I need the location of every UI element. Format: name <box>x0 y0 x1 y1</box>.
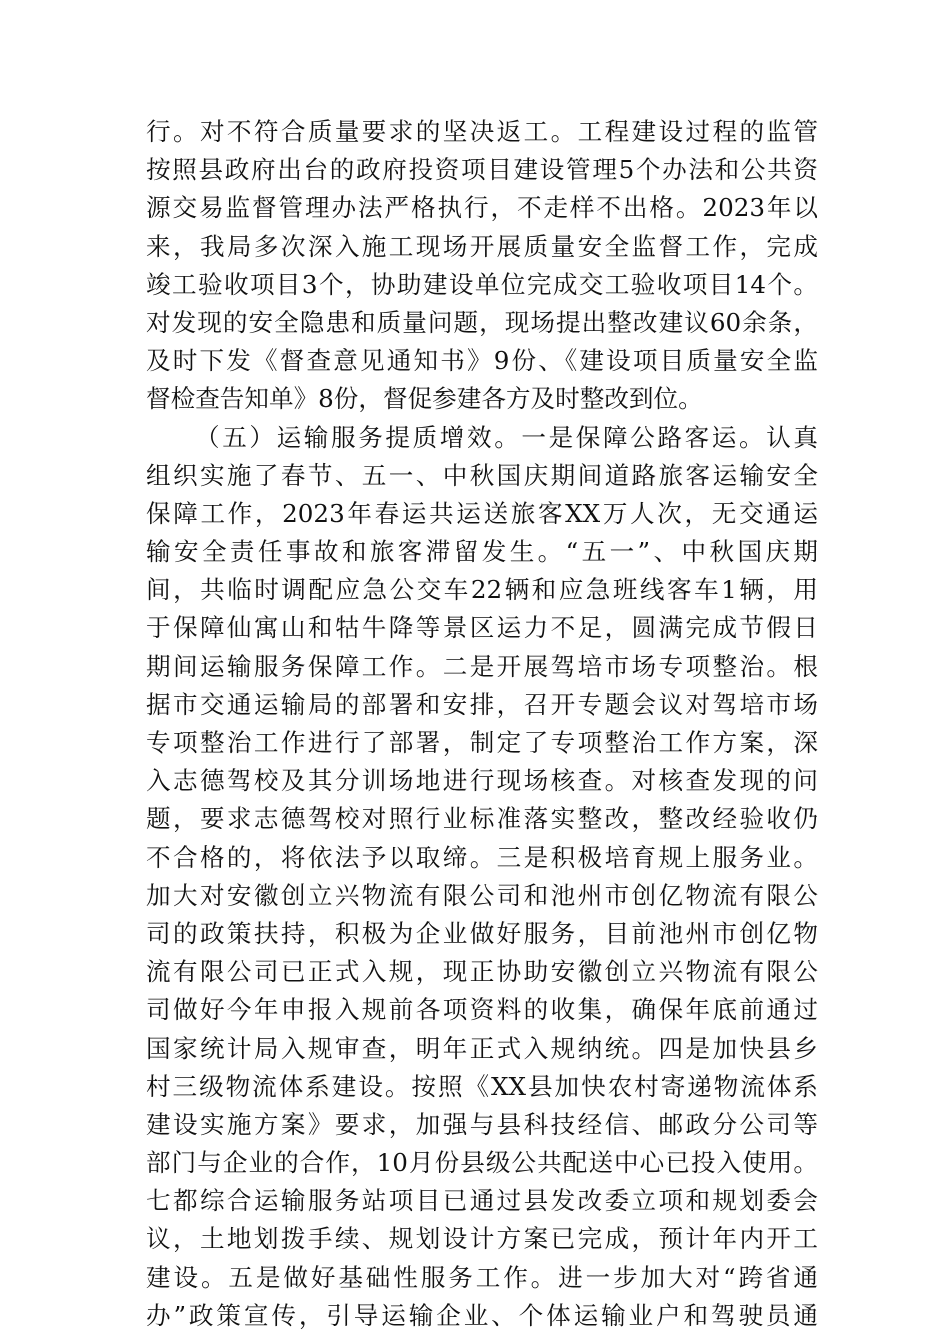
text-line-31: 建设。五是做好基础性服务工作。进一步加大对“跨省通 <box>146 1262 818 1292</box>
text-line-28: 部门与企业的合作，10月份县级公共配送中心已投入使用。 <box>146 1148 818 1178</box>
text-line-12: 输安全责任事故和旅客滞留发生。“五一”、中秋国庆期 <box>146 537 818 567</box>
text-line-24: 司做好今年申报入规前各项资料的收集，确保年底前通过 <box>146 995 818 1025</box>
text-line-4: 来，我局多次深入施工现场开展质量安全监督工作，完成 <box>146 231 818 261</box>
text-line-3: 源交易监督管理办法严格执行，不走样不出格。2023年以 <box>146 193 818 223</box>
text-line-15: 期间运输服务保障工作。二是开展驾培市场专项整治。根 <box>146 651 818 681</box>
document-body <box>146 113 818 1335</box>
section-heading-line: （五）运输服务提质增效。一是保障公路客运。认真 <box>195 422 818 452</box>
text-line-11: 保障工作，2023年春运共运送旅客XX万人次，无交通运 <box>146 498 818 528</box>
text-line-25: 国家统计局入规审查，明年正式入规纳统。四是加快县乡 <box>146 1033 818 1063</box>
text-line-7: 及时下发《督查意见通知书》9份、《建设项目质量安全监 <box>146 346 818 376</box>
text-line-32: 办”政策宣传，引导运输企业、个体运输业户和驾驶员通 <box>146 1300 818 1330</box>
text-line-18: 入志德驾校及其分训场地进行现场核查。对核查发现的问 <box>146 766 818 796</box>
text-line-8: 督检查告知单》8份，督促参建各方及时整改到位。 <box>146 384 703 414</box>
text-line-6: 对发现的安全隐患和质量问题，现场提出整改建议60余条， <box>146 307 818 337</box>
text-line-16: 据市交通运输局的部署和安排，召开专题会议对驾培市场 <box>146 689 818 719</box>
text-line-2: 按照县政府出台的政府投资项目建设管理5个办法和公共资 <box>146 155 818 185</box>
text-line-29: 七都综合运输服务站项目已通过县发改委立项和规划委会 <box>146 1186 818 1216</box>
text-line-22: 司的政策扶持，积极为企业做好服务，目前池州市创亿物 <box>146 918 818 948</box>
text-line-27: 建设实施方案》要求，加强与县科技经信、邮政分公司等 <box>146 1109 818 1139</box>
text-line-30: 议，土地划拨手续、规划设计方案已完成，预计年内开工 <box>146 1224 818 1254</box>
text-line-13: 间，共临时调配应急公交车22辆和应急班线客车1辆，用 <box>146 575 818 605</box>
text-line-1: 行。对不符合质量要求的坚决返工。工程建设过程的监管 <box>146 117 818 146</box>
text-line-26: 村三级物流体系建设。按照《XX县加快农村寄递物流体系 <box>146 1071 818 1101</box>
text-line-19: 题，要求志德驾校对照行业标准落实整改，整改经验收仍 <box>146 804 818 834</box>
text-line-5: 竣工验收项目3个，协助建设单位完成交工验收项目14个。 <box>146 269 818 299</box>
text-line-20: 不合格的，将依法予以取缔。三是积极培育规上服务业。 <box>146 842 818 872</box>
text-line-17: 专项整治工作进行了部署，制定了专项整治工作方案，深 <box>146 728 818 757</box>
text-line-23: 流有限公司已正式入规，现正协助安徽创立兴物流有限公 <box>146 957 818 987</box>
text-line-21: 加大对安徽创立兴物流有限公司和池州市创亿物流有限公 <box>146 880 818 910</box>
text-line-14: 于保障仙寓山和牯牛降等景区运力不足，圆满完成节假日 <box>146 613 818 643</box>
text-line-10: 组织实施了春节、五一、中秋国庆期间道路旅客运输安全 <box>146 460 818 490</box>
